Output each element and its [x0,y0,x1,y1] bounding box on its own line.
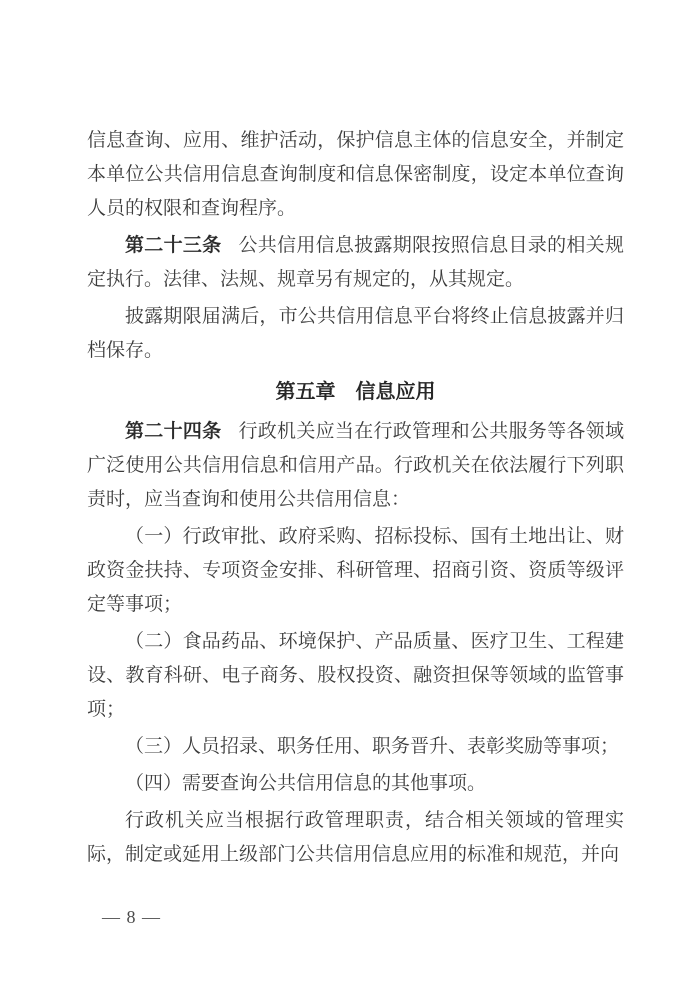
paragraph-article-24 [87,415,624,517]
paragraph-continuation: 信息查询、应用、维护活动，保护信息主体的信息安全，并制定本单位公共信用信息查询制度和信息保密制度，设定本单位查询人员的权限和查询程序。 [87,130,624,219]
paragraph-disclosure-expiry: 披露期限届满后，市公共信用信息平台将终止信息披露并归档保存。 [87,306,624,361]
list-item-3: （三）人员招录、职务任用、职务晋升、表彰奖励等事项； [125,736,620,757]
article-23-text: 公共信用信息披露期限按照信息目录的相关规定执行。法律、法规、规章另有规定的，从其规定。 [87,235,624,290]
list-item-2: （二）食品药品、环境保护、产品质量、医疗卫生、工程建设、教育科研、电子商务、股权投资、融资担保等领域的监管事项； [87,631,624,720]
chapter-heading: 第五章 信息应用 [275,381,436,403]
article-24-text: 行政机关应当在行政管理和公共服务等各领域广泛使用公共信用信息和信用产品。行政机关在依法履行下列职责时，应当查询和使用公共信用信息： [87,421,624,510]
page-body-text [87,121,624,875]
article-24-number: 第二十四条 [125,421,222,442]
paragraph-standards: 行政机关应当根据行政管理职责，结合相关领域的管理实际，制定或延用上级部门公共信用信息应用的标准和规范，并向 [87,810,624,865]
paragraph-article-23 [87,229,624,297]
article-23-number: 第二十三条 [125,235,222,256]
list-item-4: （四）需要查询公共信用信息的其他事项。 [125,773,487,794]
list-item-1: （一）行政审批、政府采购、招标投标、国有土地出让、财政资金扶持、专项资金安排、科研管理、招商引资、资质等级评定等事项； [87,526,624,615]
page-number: — 8 — [102,907,161,927]
